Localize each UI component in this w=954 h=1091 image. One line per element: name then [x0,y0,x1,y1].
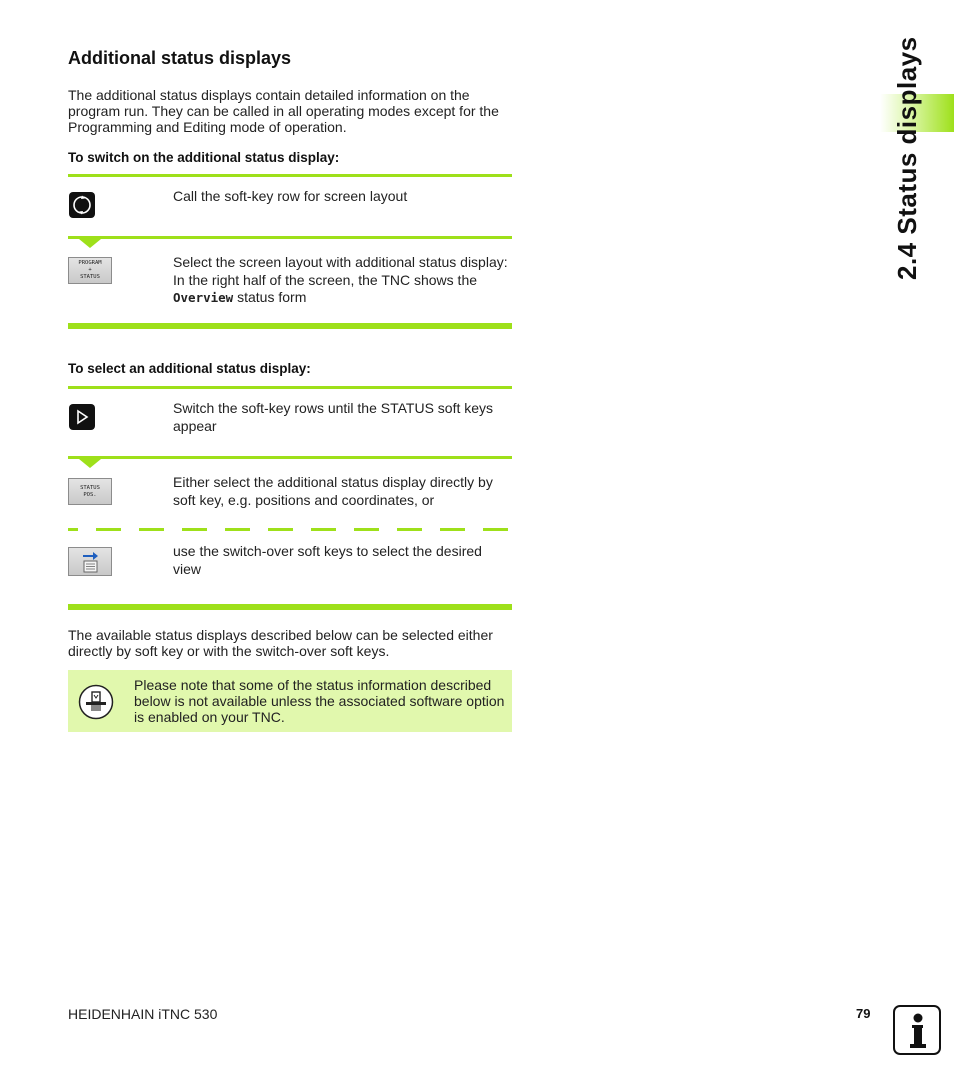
step-select-directly: Either select the additional status display directly by soft key, e.g. positions and coordinates, or [173,474,493,508]
block-end-bar [68,323,512,329]
alternative-divider [68,528,512,531]
section-title: Additional status displays [68,48,292,68]
footer-product: HEIDENHAIN iTNC 530 [68,1006,218,1022]
overview-code: Overview [173,290,234,305]
page-number: 79 [856,1006,871,1021]
step-call-softkey-row: Call the soft-key row for screen layout [173,188,408,204]
screen-layout-key-icon[interactable] [69,192,95,218]
step-divider [68,174,512,177]
program-status-softkey[interactable]: PROGRAM + STATUS [68,257,112,284]
step-divider [68,236,512,239]
select-heading: To select an additional status display: [68,361,311,376]
step-divider [68,456,512,459]
note-text: Please note that some of the status information described below is not available unless the associated software option is enabled on your TNC. [134,677,505,725]
switch-on-heading: To switch on the additional status display: [68,150,340,165]
info-icon[interactable] [893,1005,941,1055]
status-pos-softkey[interactable]: STATUS POS. [68,478,112,505]
software-option-icon [78,684,114,720]
step-arrow [79,459,101,468]
step-select-layout: Select the screen layout with additional status display: In the right half of the screen, the TNC shows the Overview status form [173,254,508,305]
step-arrow [79,239,101,248]
step-switch-rows: Switch the soft-key rows until the STATUS soft keys appear [173,400,494,434]
chapter-title: 2.4 Status displays [892,36,922,280]
block-end-bar [68,604,512,610]
step-switch-over: use the switch-over soft keys to select the desired view [173,543,482,577]
intro-paragraph: The additional status displays contain detailed information on the program run. They can be called in all operating modes except for the Programming and Editing mode of operation. [68,87,499,135]
switch-over-softkey[interactable] [68,547,112,576]
switch-over-icon [75,550,105,574]
next-softkey-row-icon[interactable] [69,404,95,430]
step-divider [68,386,512,389]
closing-paragraph: The available status displays described below can be selected either directly by soft key or with the switch-over soft keys. [68,627,493,659]
